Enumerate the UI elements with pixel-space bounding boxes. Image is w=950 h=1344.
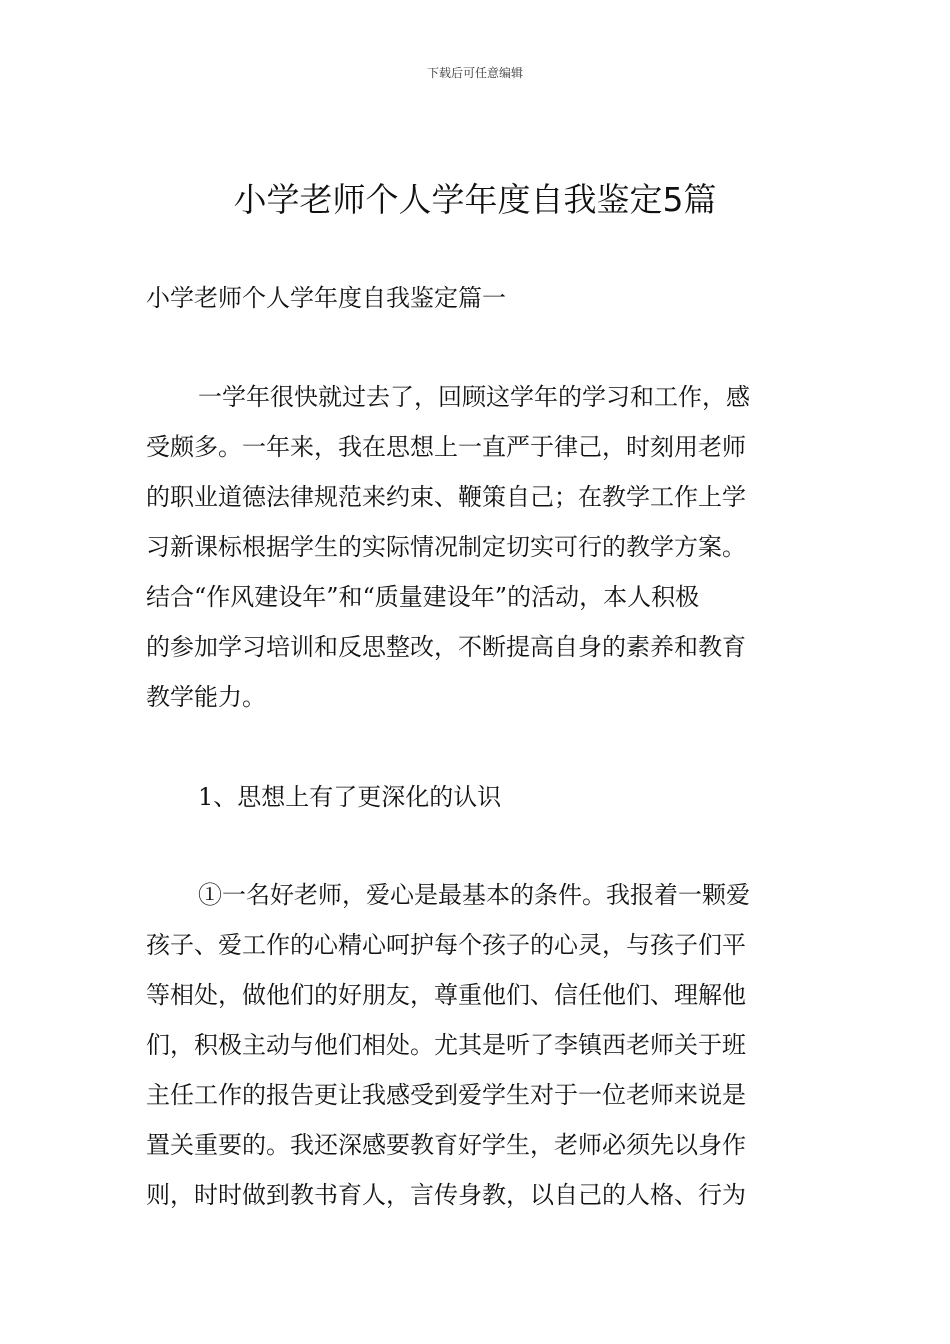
paragraph-line: 习新课标根据学生的实际情况制定切实可行的教学方案。 — [146, 533, 746, 561]
paragraph-line: 等相处，做他们的好朋友，尊重他们、信任他们、理解他 — [146, 981, 746, 1009]
paragraph-intro — [146, 372, 806, 722]
header-note: 下载后可任意编辑 — [426, 66, 523, 80]
paragraph-line: ①一名好老师，爱心是最基本的条件。我报着一颗爱 — [198, 881, 750, 909]
paragraph-line: 则，时时做到教书育人，言传身教，以自己的人格、行为 — [146, 1181, 746, 1209]
document-title: 小学老师个人学年度自我鉴定5篇 — [233, 180, 717, 219]
section-heading: 小学老师个人学年度自我鉴定篇一 — [146, 284, 506, 312]
paragraph-line: 结合“作风建设年”和“质量建设年”的活动，本人积极 — [146, 583, 700, 611]
subsection-heading-text: 1、思想上有了更深化的认识 — [198, 783, 502, 811]
subsection-heading — [146, 772, 806, 822]
paragraph-body — [146, 870, 806, 1220]
paragraph-line: 主任工作的报告更让我感受到爱学生对于一位老师来说是 — [146, 1081, 746, 1109]
paragraph-line: 置关重要的。我还深感要教育好学生，老师必须先以身作 — [146, 1131, 746, 1159]
paragraph-line: 孩子、爱工作的心精心呵护每个孩子的心灵，与孩子们平 — [146, 931, 746, 959]
paragraph-line: 一学年很快就过去了，回顾这学年的学习和工作，感 — [198, 383, 750, 411]
paragraph-line: 教学能力。 — [146, 683, 266, 711]
paragraph-line: 受颇多。一年来，我在思想上一直严于律己，时刻用老师 — [146, 433, 746, 461]
paragraph-line: 的职业道德法律规范来约束、鞭策自己；在教学工作上学 — [146, 483, 746, 511]
paragraph-line: 的参加学习培训和反思整改，不断提高自身的素养和教育 — [146, 633, 746, 661]
paragraph-line: 们，积极主动与他们相处。尤其是听了李镇西老师关于班 — [146, 1031, 746, 1059]
